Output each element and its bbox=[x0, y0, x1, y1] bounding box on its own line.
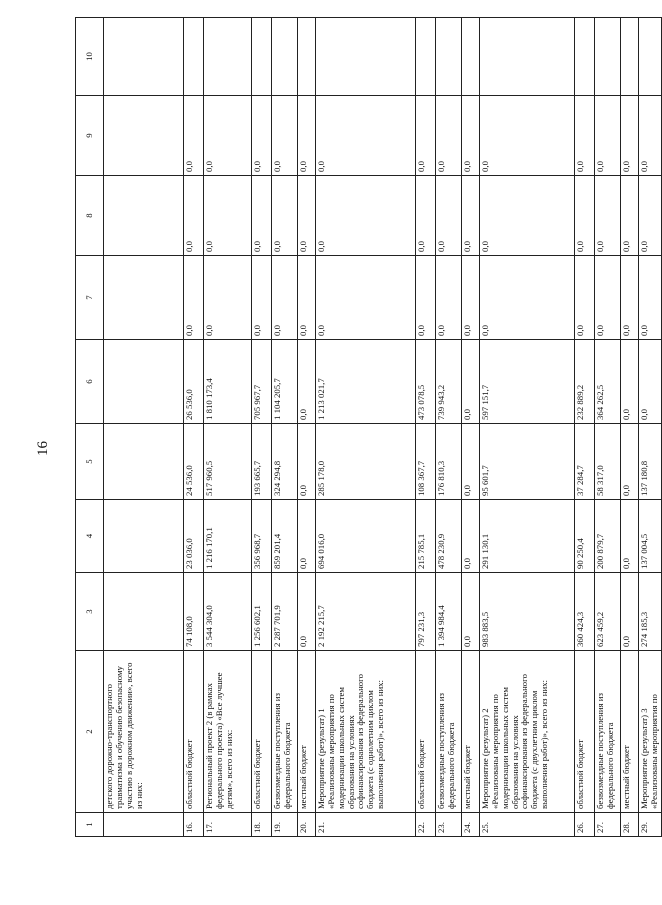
column-header-5: 5 bbox=[76, 424, 104, 500]
column-header-7: 7 bbox=[76, 256, 104, 340]
column-header-9: 9 bbox=[76, 96, 104, 176]
table-row bbox=[204, 18, 252, 837]
table-cell-col-8: 0,0 bbox=[575, 176, 595, 256]
table-cell-col-5: 24 536,0 bbox=[184, 424, 204, 500]
table-cell-col-2: Мероприятие (результат) 1 «Реализованы мероприятия по модернизации школьных систем образования на условиях софинансирования из федерального бюджета (с однолетним циклом выполнения работ)», всего из них: bbox=[316, 651, 416, 813]
table-viewport bbox=[75, 22, 659, 837]
table-row bbox=[272, 18, 298, 837]
table-cell-col-7: 0,0 bbox=[595, 256, 621, 340]
table-cell-col-5: 58 317,0 bbox=[595, 424, 621, 500]
table-cell-col-6: 473 078,5 bbox=[416, 340, 436, 424]
table-cell-col-1: 29. bbox=[639, 813, 662, 837]
column-header-4: 4 bbox=[76, 500, 104, 573]
table-cell-col-7: 0,0 bbox=[316, 256, 416, 340]
table-cell-col-9: 0,0 bbox=[462, 96, 480, 176]
column-header-3: 3 bbox=[76, 573, 104, 651]
table-cell-col-1: 18. bbox=[252, 813, 272, 837]
table-cell-col-2: местный бюджет bbox=[621, 651, 639, 813]
table-cell-col-10 bbox=[595, 18, 621, 96]
table-cell-col-4: 215 785,1 bbox=[416, 500, 436, 573]
table-cell-col-1: 27. bbox=[595, 813, 621, 837]
table-cell-col-4: 0,0 bbox=[462, 500, 480, 573]
table-cell-col-1: 23. bbox=[436, 813, 462, 837]
table-cell-col-4: 478 230,9 bbox=[436, 500, 462, 573]
table-cell-col-1 bbox=[104, 813, 184, 837]
table-cell-col-3: 74 108,0 bbox=[184, 573, 204, 651]
table-row bbox=[480, 18, 575, 837]
table-cell-col-10 bbox=[104, 18, 184, 96]
table-cell-col-9: 0,0 bbox=[184, 96, 204, 176]
table-cell-col-3: 797 231,3 bbox=[416, 573, 436, 651]
table-cell-col-4: 0,0 bbox=[298, 500, 316, 573]
page-number: 16 bbox=[35, 441, 51, 456]
table-cell-col-4: 200 879,7 bbox=[595, 500, 621, 573]
table-cell-col-9: 0,0 bbox=[595, 96, 621, 176]
table-cell-col-5: 0,0 bbox=[621, 424, 639, 500]
table-cell-col-6: 1 104 205,7 bbox=[272, 340, 298, 424]
table-cell-col-3: 2 287 701,9 bbox=[272, 573, 298, 651]
table-cell-col-9: 0,0 bbox=[298, 96, 316, 176]
table-cell-col-9: 0,0 bbox=[316, 96, 416, 176]
table-cell-col-6: 0,0 bbox=[621, 340, 639, 424]
table-cell-col-2: областной бюджет bbox=[184, 651, 204, 813]
table-cell-col-1: 21. bbox=[316, 813, 416, 837]
table-cell-col-1: 16. bbox=[184, 813, 204, 837]
table-cell-col-4 bbox=[104, 500, 184, 573]
table-cell-col-4: 859 201,4 bbox=[272, 500, 298, 573]
table-row bbox=[595, 18, 621, 837]
table-cell-col-10 bbox=[252, 18, 272, 96]
table-cell-col-4: 23 036,0 bbox=[184, 500, 204, 573]
table-cell-col-1: 20. bbox=[298, 813, 316, 837]
table-cell-col-8 bbox=[104, 176, 184, 256]
table-cell-col-6: 739 943,2 bbox=[436, 340, 462, 424]
table-cell-col-8: 0,0 bbox=[184, 176, 204, 256]
table-cell-col-1: 22. bbox=[416, 813, 436, 837]
table-cell-col-2: областной бюджет bbox=[575, 651, 595, 813]
table-cell-col-6: 0,0 bbox=[462, 340, 480, 424]
table-row bbox=[104, 18, 184, 837]
table-cell-col-10 bbox=[575, 18, 595, 96]
table-cell-col-4: 291 130,1 bbox=[480, 500, 575, 573]
table-cell-col-2: безвозмездные поступления из федерального бюджета bbox=[436, 651, 462, 813]
table-cell-col-10 bbox=[316, 18, 416, 96]
table-cell-col-10 bbox=[480, 18, 575, 96]
table-cell-col-2: Мероприятие (результат) 2 «Реализованы мероприятия по модернизации школьных систем образования на условиях софинансирования из федерального бюджета (с двухлетним циклом выполнения работ)», всего из них: bbox=[480, 651, 575, 813]
column-header-10: 10 bbox=[76, 18, 104, 96]
table-cell-col-6: 232 889,2 bbox=[575, 340, 595, 424]
table-cell-col-6: 364 262,5 bbox=[595, 340, 621, 424]
table-cell-col-6: 0,0 bbox=[639, 340, 662, 424]
table-cell-col-10 bbox=[639, 18, 662, 96]
table-cell-col-1: 19. bbox=[272, 813, 298, 837]
table-cell-col-7: 0,0 bbox=[204, 256, 252, 340]
table-cell-col-8: 0,0 bbox=[298, 176, 316, 256]
table-cell-col-7: 0,0 bbox=[480, 256, 575, 340]
table-cell-col-5 bbox=[104, 424, 184, 500]
table-cell-col-7: 0,0 bbox=[575, 256, 595, 340]
table-cell-col-6: 26 536,0 bbox=[184, 340, 204, 424]
table-cell-col-1: 26. bbox=[575, 813, 595, 837]
table-row bbox=[575, 18, 595, 837]
table-cell-col-8: 0,0 bbox=[462, 176, 480, 256]
table-cell-col-6: 705 967,7 bbox=[252, 340, 272, 424]
table-cell-col-7: 0,0 bbox=[272, 256, 298, 340]
table-cell-col-8: 0,0 bbox=[436, 176, 462, 256]
table-cell-col-9: 0,0 bbox=[436, 96, 462, 176]
table-cell-col-3: 360 424,3 bbox=[575, 573, 595, 651]
table-cell-col-2: областной бюджет bbox=[252, 651, 272, 813]
table-cell-col-6: 1 213 021,7 bbox=[316, 340, 416, 424]
table-cell-col-10 bbox=[272, 18, 298, 96]
table-cell-col-2: Мероприятие (результат) 3 «Реализованы мероприятия по bbox=[639, 651, 662, 813]
table-cell-col-3: 1 394 984,4 bbox=[436, 573, 462, 651]
table-cell-col-8: 0,0 bbox=[416, 176, 436, 256]
table-cell-col-7: 0,0 bbox=[252, 256, 272, 340]
table-cell-col-6: 0,0 bbox=[298, 340, 316, 424]
table-cell-col-4: 1 216 170,1 bbox=[204, 500, 252, 573]
table-cell-col-2: детского дорожно-транспортного травматизма и обучению безопасному участию в дорожном движении», всего из них: bbox=[104, 651, 184, 813]
table-cell-col-1: 24. bbox=[462, 813, 480, 837]
table-cell-col-8: 0,0 bbox=[316, 176, 416, 256]
table-row bbox=[416, 18, 436, 837]
table-cell-col-7 bbox=[104, 256, 184, 340]
table-cell-col-7: 0,0 bbox=[621, 256, 639, 340]
column-header-2: 2 bbox=[76, 651, 104, 813]
table-cell-col-9: 0,0 bbox=[621, 96, 639, 176]
table-cell-col-2: местный бюджет bbox=[298, 651, 316, 813]
table-cell-col-4: 356 968,7 bbox=[252, 500, 272, 573]
table-cell-col-5: 37 284,7 bbox=[575, 424, 595, 500]
table-cell-col-5: 0,0 bbox=[462, 424, 480, 500]
table-cell-col-10 bbox=[436, 18, 462, 96]
table-row bbox=[462, 18, 480, 837]
table-row bbox=[184, 18, 204, 837]
table-cell-col-9 bbox=[104, 96, 184, 176]
table-cell-col-10 bbox=[184, 18, 204, 96]
table-cell-col-8: 0,0 bbox=[595, 176, 621, 256]
table-cell-col-3: 0,0 bbox=[621, 573, 639, 651]
table-row bbox=[252, 18, 272, 837]
table-cell-col-5: 95 601,7 bbox=[480, 424, 575, 500]
table-row bbox=[639, 18, 662, 837]
table-cell-col-5: 137 180,8 bbox=[639, 424, 662, 500]
table-cell-col-4: 694 016,0 bbox=[316, 500, 416, 573]
column-header-6: 6 bbox=[76, 340, 104, 424]
table-cell-col-1: 25. bbox=[480, 813, 575, 837]
table-cell-col-5: 176 810,3 bbox=[436, 424, 462, 500]
table-row bbox=[436, 18, 462, 837]
table-cell-col-9: 0,0 bbox=[416, 96, 436, 176]
table-cell-col-10 bbox=[621, 18, 639, 96]
table-cell-col-5: 0,0 bbox=[298, 424, 316, 500]
table-cell-col-2: безвозмездные поступления из федерального бюджета bbox=[272, 651, 298, 813]
table-cell-col-9: 0,0 bbox=[575, 96, 595, 176]
table-cell-col-3: 2 192 215,7 bbox=[316, 573, 416, 651]
table-cell-col-10 bbox=[416, 18, 436, 96]
table-cell-col-3 bbox=[104, 573, 184, 651]
table-cell-col-5: 324 294,8 bbox=[272, 424, 298, 500]
table-cell-col-8: 0,0 bbox=[204, 176, 252, 256]
table-cell-col-7: 0,0 bbox=[462, 256, 480, 340]
table-cell-col-10 bbox=[204, 18, 252, 96]
table-cell-col-8: 0,0 bbox=[252, 176, 272, 256]
table-cell-col-3: 0,0 bbox=[462, 573, 480, 651]
table-cell-col-7: 0,0 bbox=[416, 256, 436, 340]
table-row bbox=[316, 18, 416, 837]
table-cell-col-3: 1 256 602,1 bbox=[252, 573, 272, 651]
table-cell-col-5: 193 665,7 bbox=[252, 424, 272, 500]
table-cell-col-7: 0,0 bbox=[298, 256, 316, 340]
table-cell-col-1: 17. bbox=[204, 813, 252, 837]
table-cell-col-9: 0,0 bbox=[272, 96, 298, 176]
table-cell-col-9: 0,0 bbox=[480, 96, 575, 176]
table-row bbox=[298, 18, 316, 837]
table-cell-col-7: 0,0 bbox=[639, 256, 662, 340]
table-cell-col-4: 137 004,5 bbox=[639, 500, 662, 573]
table-cell-col-8: 0,0 bbox=[621, 176, 639, 256]
column-header-1: 1 bbox=[76, 813, 104, 837]
table-cell-col-6: 1 810 173,4 bbox=[204, 340, 252, 424]
table-cell-col-9: 0,0 bbox=[639, 96, 662, 176]
table-cell-col-9: 0,0 bbox=[252, 96, 272, 176]
table-cell-col-9: 0,0 bbox=[204, 96, 252, 176]
table-cell-col-1: 28. bbox=[621, 813, 639, 837]
table-cell-col-4: 90 250,4 bbox=[575, 500, 595, 573]
table-cell-col-2: безвозмездные поступления из федерального бюджета bbox=[595, 651, 621, 813]
table-cell-col-10 bbox=[462, 18, 480, 96]
table-cell-col-10 bbox=[298, 18, 316, 96]
table-header-row bbox=[76, 18, 104, 837]
table-cell-col-2: областной бюджет bbox=[416, 651, 436, 813]
table-cell-col-5: 517 960,5 bbox=[204, 424, 252, 500]
table-cell-col-3: 623 459,2 bbox=[595, 573, 621, 651]
budget-table bbox=[75, 17, 662, 837]
column-header-8: 8 bbox=[76, 176, 104, 256]
table-cell-col-4: 0,0 bbox=[621, 500, 639, 573]
table-cell-col-3: 983 883,5 bbox=[480, 573, 575, 651]
table-cell-col-2: местный бюджет bbox=[462, 651, 480, 813]
table-cell-col-2: Региональный проект 2 (в рамках федерального проекта) «Все лучшее детям», всего из них: bbox=[204, 651, 252, 813]
table-row bbox=[621, 18, 639, 837]
table-cell-col-3: 0,0 bbox=[298, 573, 316, 651]
table-cell-col-5: 108 367,7 bbox=[416, 424, 436, 500]
table-cell-col-8: 0,0 bbox=[639, 176, 662, 256]
table-cell-col-3: 3 544 304,0 bbox=[204, 573, 252, 651]
table-cell-col-7: 0,0 bbox=[184, 256, 204, 340]
table-cell-col-8: 0,0 bbox=[272, 176, 298, 256]
table-cell-col-7: 0,0 bbox=[436, 256, 462, 340]
table-cell-col-8: 0,0 bbox=[480, 176, 575, 256]
table-cell-col-5: 285 178,0 bbox=[316, 424, 416, 500]
table-cell-col-3: 274 185,3 bbox=[639, 573, 662, 651]
table-cell-col-6: 597 151,7 bbox=[480, 340, 575, 424]
table-cell-col-6 bbox=[104, 340, 184, 424]
